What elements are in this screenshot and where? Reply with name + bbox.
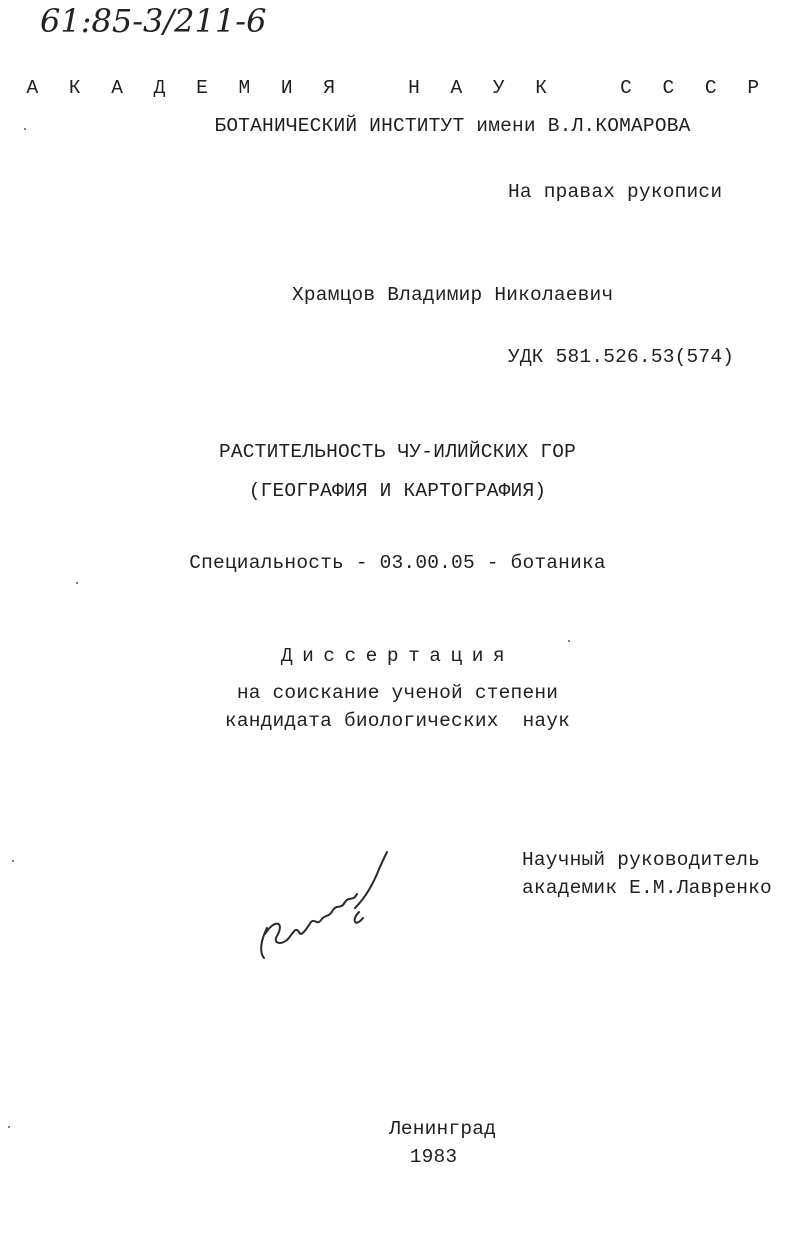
supervisor-label: Научный руководитель bbox=[522, 849, 761, 871]
city: Ленинград bbox=[388, 1118, 497, 1140]
institute-name: БОТАНИЧЕСКИЙ ИНСТИТУТ имени В.Л.КОМАРОВА bbox=[214, 115, 691, 137]
supervisor-name: академик Е.М.Лавренко bbox=[522, 877, 772, 899]
dissertation-degree-line-2: кандидата биологических наук bbox=[224, 710, 571, 732]
specialty: Специальность - 03.00.05 - ботаника bbox=[189, 552, 606, 574]
dissertation-heading: Диссертация bbox=[280, 645, 515, 667]
handwritten-archive-code: 61:85-3/211-6 bbox=[40, 2, 267, 40]
year: 1983 bbox=[409, 1146, 458, 1168]
academy-name: А К А Д Е М И Я Н А У К С С С Р bbox=[26, 77, 769, 99]
scan-speck bbox=[568, 640, 570, 642]
scan-speck bbox=[8, 1126, 10, 1128]
scan-speck bbox=[12, 860, 14, 862]
title-line-1: РАСТИТЕЛЬНОСТЬ ЧУ-ИЛИЙСКИХ ГОР bbox=[218, 441, 577, 463]
author-signature bbox=[255, 848, 395, 968]
dissertation-degree-line-1: на соискание ученой степени bbox=[236, 682, 559, 704]
scan-speck bbox=[76, 582, 78, 584]
author-name: Храмцов Владимир Николаевич bbox=[292, 284, 614, 306]
udc-code: УДК 581.526.53(574) bbox=[508, 346, 735, 368]
manuscript-note: На правах рукописи bbox=[508, 181, 723, 203]
scan-speck bbox=[24, 128, 26, 130]
title-line-2: (ГЕОГРАФИЯ И КАРТОГРАФИЯ) bbox=[248, 480, 547, 502]
